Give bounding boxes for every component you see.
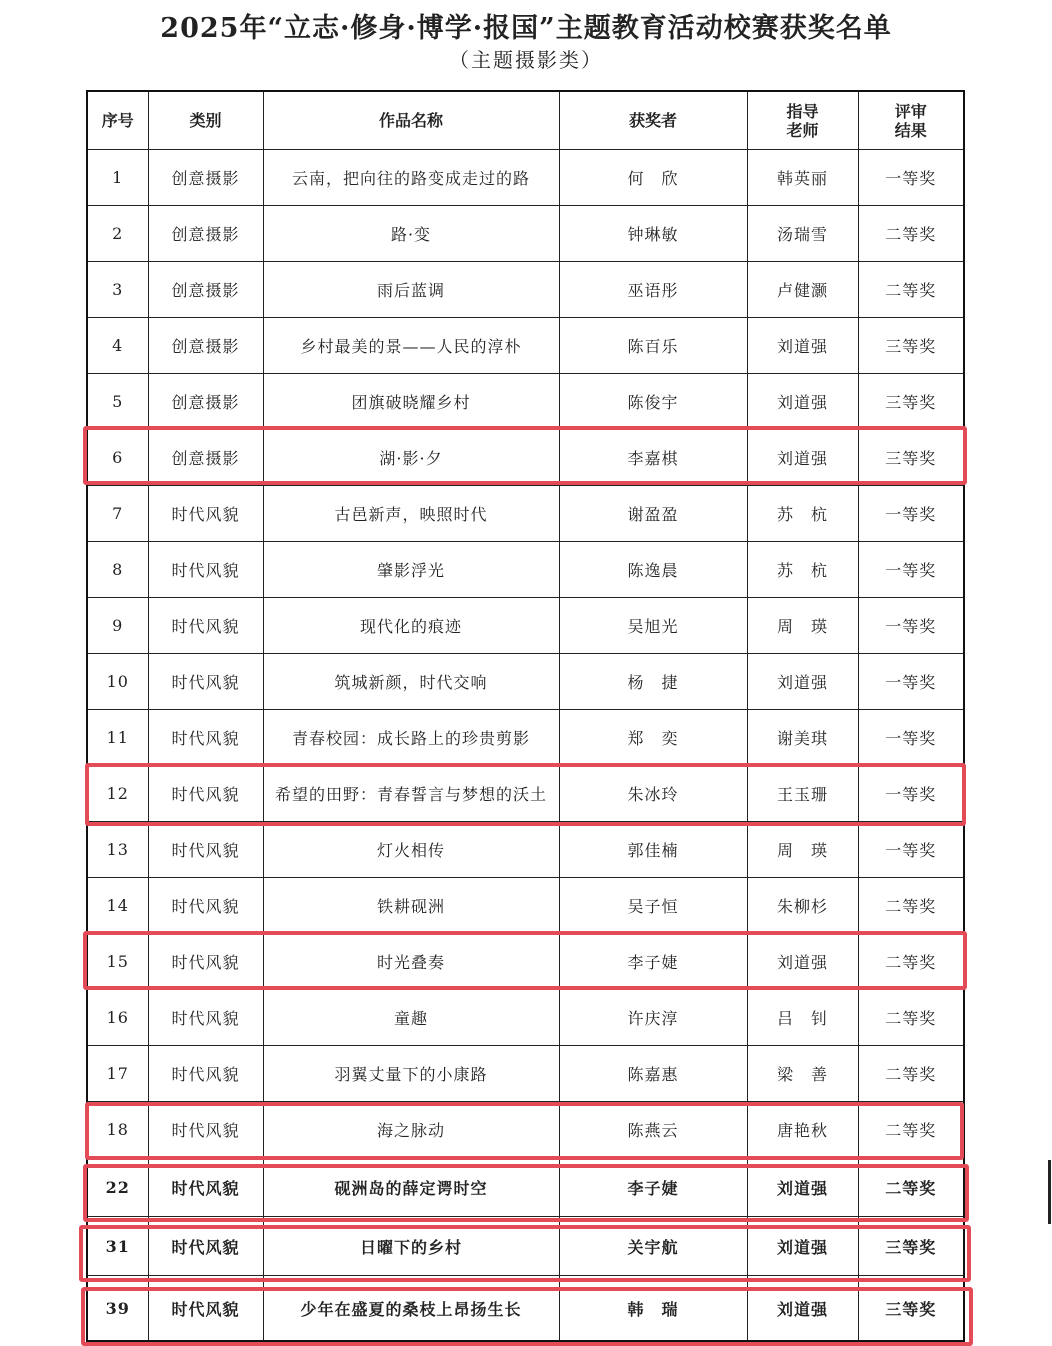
cell-work: 雨后蓝调 (263, 262, 559, 318)
cell-result: 三等奖 (858, 374, 964, 430)
cell-category: 创意摄影 (148, 318, 263, 374)
cell-work: 筑城新颜，时代交响 (263, 654, 559, 710)
table-row (87, 1046, 964, 1102)
cell-work: 砚洲岛的薛定谔时空 (263, 1158, 559, 1217)
cell-work: 童趣 (263, 990, 559, 1046)
cell-result: 一等奖 (858, 654, 964, 710)
cell-result: 一等奖 (858, 822, 964, 878)
table-row (87, 710, 964, 766)
cell-category: 时代风貌 (148, 990, 263, 1046)
cell-category: 创意摄影 (148, 262, 263, 318)
cell-teacher: 刘道强 (747, 430, 858, 486)
cell-category: 时代风貌 (148, 1102, 263, 1158)
cell-teacher: 汤瑞雪 (747, 206, 858, 262)
cell-work: 灯火相传 (263, 822, 559, 878)
cell-winner: 许庆淳 (559, 990, 747, 1046)
cell-winner: 李子婕 (559, 934, 747, 990)
cell-no: 12 (87, 766, 148, 822)
cell-work: 时光叠奏 (263, 934, 559, 990)
cell-no: 8 (87, 542, 148, 598)
cell-no: 16 (87, 990, 148, 1046)
cell-category: 时代风貌 (148, 822, 263, 878)
cell-teacher: 谢美琪 (747, 710, 858, 766)
cell-no: 9 (87, 598, 148, 654)
cell-no: 14 (87, 878, 148, 934)
cell-no: 18 (87, 1102, 148, 1158)
table-row (87, 1217, 964, 1276)
cell-no: 2 (87, 206, 148, 262)
cell-no: 39 (87, 1276, 148, 1342)
cell-winner: 郑 奕 (559, 710, 747, 766)
cell-winner: 韩 瑞 (559, 1276, 747, 1342)
cell-teacher: 刘道强 (747, 318, 858, 374)
header-winner: 获奖者 (559, 91, 747, 150)
cell-winner: 杨 捷 (559, 654, 747, 710)
header-teacher-line2: 老师 (786, 120, 819, 140)
cell-winner: 李嘉棋 (559, 430, 747, 486)
cell-work: 现代化的痕迹 (263, 598, 559, 654)
cell-winner: 陈嘉惠 (559, 1046, 747, 1102)
table-row (87, 206, 964, 262)
cell-teacher: 周 瑛 (747, 822, 858, 878)
cell-work: 日曜下的乡村 (263, 1217, 559, 1276)
document-title: 2025年“立志·修身·博学·报国”主题教育活动校赛获奖名单 (160, 13, 892, 44)
cell-winner: 李子婕 (559, 1158, 747, 1217)
cell-work: 湖·影·夕 (263, 430, 559, 486)
cell-work: 云南，把向往的路变成走过的路 (263, 150, 559, 206)
cell-category: 创意摄影 (148, 430, 263, 486)
cell-category: 创意摄影 (148, 206, 263, 262)
cell-winner: 谢盈盈 (559, 486, 747, 542)
cell-work: 少年在盛夏的桑枝上昂扬生长 (263, 1276, 559, 1342)
cell-category: 时代风貌 (148, 710, 263, 766)
cell-no: 11 (87, 710, 148, 766)
cell-no: 31 (87, 1217, 148, 1276)
table-row (87, 598, 964, 654)
cell-winner: 何 欣 (559, 150, 747, 206)
table-row (87, 1158, 964, 1217)
header-teacher-line1: 指导 (786, 101, 819, 121)
cell-result: 二等奖 (858, 990, 964, 1046)
table-row (87, 318, 964, 374)
cell-result: 一等奖 (858, 542, 964, 598)
table-row (87, 430, 964, 486)
cell-winner: 巫语彤 (559, 262, 747, 318)
table-row (87, 1102, 964, 1158)
cell-teacher: 周 瑛 (747, 598, 858, 654)
cell-no: 3 (87, 262, 148, 318)
table-header-row (87, 91, 964, 150)
cell-category: 时代风貌 (148, 486, 263, 542)
cell-no: 4 (87, 318, 148, 374)
cell-winner: 陈逸晨 (559, 542, 747, 598)
header-category: 类别 (148, 91, 263, 150)
cell-result: 二等奖 (858, 1158, 964, 1217)
cell-result: 二等奖 (858, 934, 964, 990)
cell-no: 13 (87, 822, 148, 878)
cell-result: 二等奖 (858, 1102, 964, 1158)
cell-teacher: 吕 钊 (747, 990, 858, 1046)
table-row (87, 822, 964, 878)
header-teacher (747, 91, 858, 150)
cell-category: 时代风貌 (148, 542, 263, 598)
cell-teacher: 刘道强 (747, 374, 858, 430)
cell-teacher: 刘道强 (747, 654, 858, 710)
cell-result: 一等奖 (858, 710, 964, 766)
cell-teacher: 卢健灏 (747, 262, 858, 318)
cell-category: 创意摄影 (148, 150, 263, 206)
cell-teacher: 朱柳杉 (747, 878, 858, 934)
document-subtitle: （主题摄影类） (449, 48, 603, 72)
table-row (87, 990, 964, 1046)
cell-result: 一等奖 (858, 150, 964, 206)
cell-winner: 陈燕云 (559, 1102, 747, 1158)
award-table (86, 90, 965, 1342)
cell-teacher: 刘道强 (747, 1217, 858, 1276)
cell-work: 羽翼丈量下的小康路 (263, 1046, 559, 1102)
cell-no: 6 (87, 430, 148, 486)
table-row (87, 150, 964, 206)
cell-result: 三等奖 (858, 1217, 964, 1276)
cell-teacher: 刘道强 (747, 1158, 858, 1217)
cell-teacher: 刘道强 (747, 1276, 858, 1342)
cell-work: 乡村最美的景——人民的淳朴 (263, 318, 559, 374)
cell-result: 三等奖 (858, 1276, 964, 1342)
cell-teacher: 唐艳秋 (747, 1102, 858, 1158)
table-row (87, 486, 964, 542)
cell-teacher: 刘道强 (747, 934, 858, 990)
table-row (87, 934, 964, 990)
cell-category: 时代风貌 (148, 1046, 263, 1102)
cell-category: 时代风貌 (148, 934, 263, 990)
cell-result: 二等奖 (858, 262, 964, 318)
cell-category: 时代风貌 (148, 878, 263, 934)
cell-category: 创意摄影 (148, 374, 263, 430)
table-row (87, 766, 964, 822)
cell-work: 古邑新声，映照时代 (263, 486, 559, 542)
cell-no: 15 (87, 934, 148, 990)
table-row (87, 262, 964, 318)
header-no: 序号 (87, 91, 148, 150)
cell-result: 二等奖 (858, 878, 964, 934)
header-result (858, 91, 964, 150)
cell-no: 22 (87, 1158, 148, 1217)
cell-no: 5 (87, 374, 148, 430)
cell-work: 路·变 (263, 206, 559, 262)
cell-winner: 钟琳敏 (559, 206, 747, 262)
table-row (87, 374, 964, 430)
cell-result: 二等奖 (858, 206, 964, 262)
table-row (87, 1276, 964, 1342)
cell-category: 时代风貌 (148, 766, 263, 822)
cell-winner: 陈百乐 (559, 318, 747, 374)
cell-teacher: 梁 善 (747, 1046, 858, 1102)
header-result-line1: 评审 (894, 101, 927, 121)
cell-no: 7 (87, 486, 148, 542)
cell-teacher: 苏 杭 (747, 542, 858, 598)
cell-winner: 陈俊宇 (559, 374, 747, 430)
cell-category: 时代风貌 (148, 1217, 263, 1276)
cell-work: 团旗破晓耀乡村 (263, 374, 559, 430)
cell-winner: 郭佳楠 (559, 822, 747, 878)
cell-result: 二等奖 (858, 1046, 964, 1102)
cell-category: 时代风貌 (148, 654, 263, 710)
cell-winner: 吴子恒 (559, 878, 747, 934)
table-row (87, 878, 964, 934)
cell-no: 10 (87, 654, 148, 710)
cell-teacher: 韩英丽 (747, 150, 858, 206)
cell-no: 17 (87, 1046, 148, 1102)
header-result-line2: 结果 (894, 120, 927, 140)
cell-winner: 朱冰玲 (559, 766, 747, 822)
page-edge-divider (1048, 1160, 1051, 1224)
cell-work: 希望的田野：青春誓言与梦想的沃土 (263, 766, 559, 822)
cell-no: 1 (87, 150, 148, 206)
cell-work: 肇影浮光 (263, 542, 559, 598)
cell-teacher: 苏 杭 (747, 486, 858, 542)
cell-winner: 关宇航 (559, 1217, 747, 1276)
table-row (87, 542, 964, 598)
header-work: 作品名称 (263, 91, 559, 150)
cell-result: 三等奖 (858, 430, 964, 486)
cell-result: 一等奖 (858, 598, 964, 654)
cell-category: 时代风貌 (148, 1158, 263, 1217)
cell-category: 时代风貌 (148, 1276, 263, 1342)
cell-winner: 吴旭光 (559, 598, 747, 654)
cell-result: 三等奖 (858, 318, 964, 374)
cell-work: 海之脉动 (263, 1102, 559, 1158)
cell-result: 一等奖 (858, 766, 964, 822)
cell-teacher: 王玉珊 (747, 766, 858, 822)
table-row (87, 654, 964, 710)
cell-work: 铁耕砚洲 (263, 878, 559, 934)
cell-result: 一等奖 (858, 486, 964, 542)
cell-category: 时代风貌 (148, 598, 263, 654)
cell-work: 青春校园：成长路上的珍贵剪影 (263, 710, 559, 766)
